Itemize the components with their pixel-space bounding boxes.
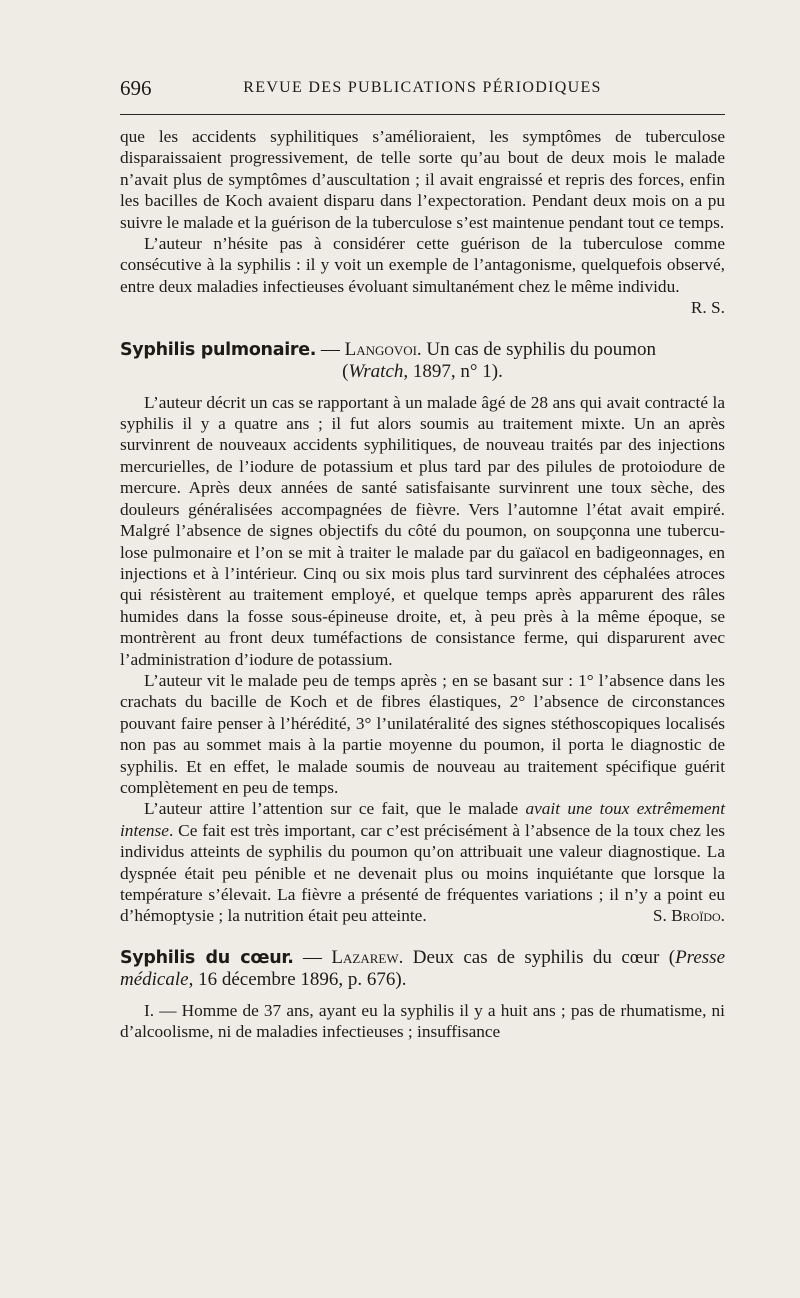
section-heading: Syphilis du cœur. — Lazarew. Deux cas de syphilis du cœur (Presse médicale, 16 décembre 1896, p. 676). <box>120 946 726 990</box>
section-title: Syphilis pulmonaire. <box>120 339 317 360</box>
body-text <box>120 126 725 1043</box>
journal-name: Presse médicale <box>120 946 726 990</box>
author-signature: R. S. <box>690 298 725 318</box>
paragraph: L’auteur vit le malade peu de temps après ; en se basant sur : 1° l’absence dans les crachats du bacille de Koch et de fibres élastiques, 2° l’absence de circonstances pouvant faire penser à l’hérédité, 3° l’unilatéralité des signes stéthoscopiques localisés non pas au sommet mais à la partie moyenne du poumon, il porta le diagnostic de syphilis. Et en effet, le malade soumis de nouveau au traitement spécifique guérit complètement en peu de temps. <box>120 670 725 797</box>
author-signature: S. Broïdo. <box>652 906 725 926</box>
paragraph: I. — Homme de 37 ans, ayant eu la syphilis il y a huit ans ; pas de rhumatisme, ni d’alcoolisme, ni de maladies infectieuses ; insuffisance <box>120 1000 725 1042</box>
paragraph <box>120 233 725 319</box>
section-heading: Syphilis pulmonaire. — Langovoi. Un cas de syphilis du poumon (Wratch, 1897, n° 1). <box>120 339 725 382</box>
paragraph: que les accidents syphilitiques s’amélioraient, les symptômes de tuberculose disparaissaient progressivement, de telle sorte qu’au bout de deux mois le malade n’avait plus de symptômes d’auscultation ; il avait engraissé et repris des forces, enfin les bacilles de Koch avaient disparu dans l’expectoration. Pendant deux mois on a pu suivre le malade et la guérison de la tuberculose s’est maintenue pendant tout ce temps. <box>120 127 725 232</box>
article-source: (Wratch, 1897, n° 1). <box>342 360 503 382</box>
header-rule <box>120 114 725 115</box>
page-header <box>120 76 725 102</box>
article-title: . Un cas de syphilis du poumon <box>416 338 656 360</box>
journal-name: Wratch <box>348 360 404 382</box>
section-title: Syphilis du cœur. <box>120 947 294 968</box>
page-number: 696 <box>120 76 152 100</box>
running-title: REVUE DES PUBLICATIONS PÉRIODIQUES <box>243 79 602 96</box>
article-source: , 16 décembre 1896, p. 676). <box>188 968 407 990</box>
article-author: Langovoi <box>344 338 417 360</box>
paragraph-text: L’auteur n’hésite pas à considérer cette guérison de la tuberculose comme consécutive à la syphilis : il y voit un exemple de l’antagonisme, quelquefois observé, entre deux maladies infectieuses évoluant simultanément chez le même individu. <box>120 234 725 296</box>
emphasis: avait une toux extrêmement intense <box>120 799 725 840</box>
article-author: Lazarew <box>331 946 399 968</box>
article-title: . Deux cas de syphilis du cœur ( <box>398 946 676 968</box>
paragraph: L’auteur attire l’attention sur ce fait, que le malade avait une toux extrêmement intense. Ce fait est très important, car c’est précisément à l’absence de la toux chez les individus atteints de syphilis du poumon qu’on attribuait une valeur diagnostique. La dyspnée était peu pénible et ne devenait plus ou moins inquiétante que lorsque la température s’élevait. La fièvre a présenté de fréquentes variations ; il n’y a point eu d’hémoptysie ; la nutrition était peu atteinte. S. Broïdo. <box>120 799 725 926</box>
paragraph: L’auteur décrit un cas se rapportant à un malade âgé de 28 ans qui avait contracté la syphilis il y a quatre ans ; il fut alors soumis au traitement mixte. Un an après survinrent de nouveaux accidents syphilitiques, de nouveau traités par des injections mercurielles, de l’iodure de potassium et plus tard par des pilules de protoiodure de mercure. Après deux années de santé satisfaisante survinrent une toux sèche, des douleurs généralisées accompagnées de fièvre. Vers l’automne l’état avait empiré. Malgré l’absence de signes objectifs du côté du poumon, on soupçonna une tuberculose pulmonaire et l’on se mit à traiter le malade par du gaïacol en badigeonnages, en injections et à l’intérieur. Cinq ou six mois plus tard survinrent des céphalées atroces qui résistèrent au traitement employé, et quelque temps après apparurent des râles humides dans la fosse sous-épineuse droite, et, à peu près à la même époque, se montrèrent au front deux tuméfactions de consistance ferme, qui disparurent avec l’administration d’iodure de potassium. <box>120 392 725 669</box>
